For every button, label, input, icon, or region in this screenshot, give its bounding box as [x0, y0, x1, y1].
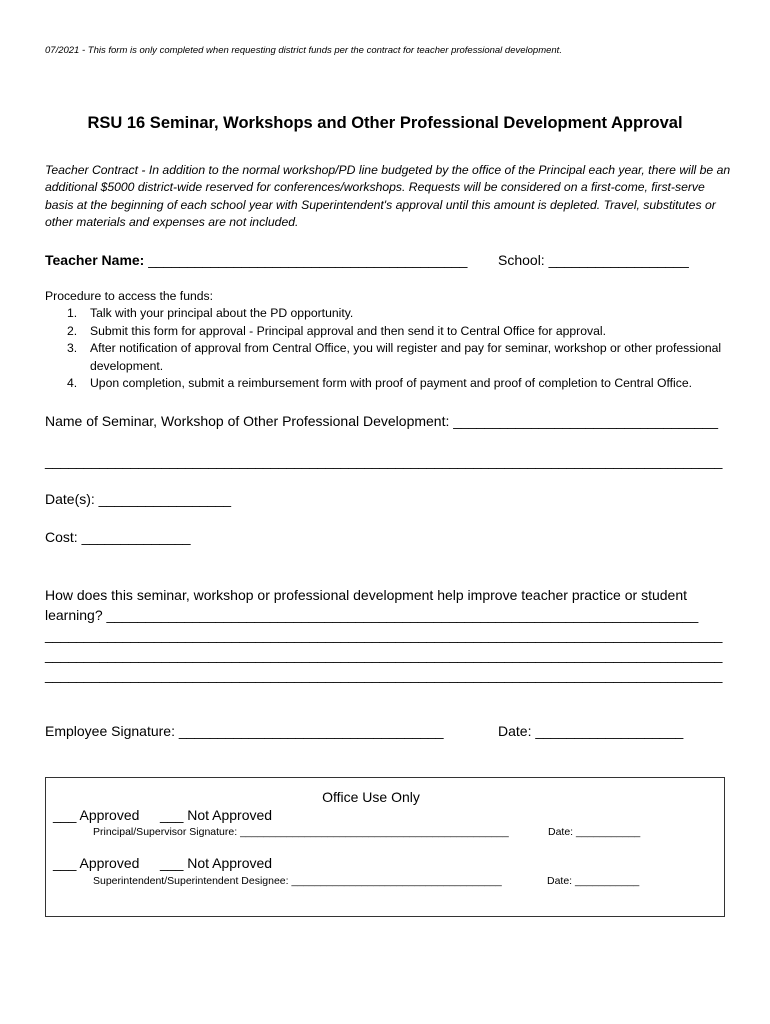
teacher-name-blank[interactable]: _________________________________________	[144, 252, 468, 268]
superintendent-approved-option[interactable]: ___ Approved	[53, 855, 140, 871]
step-text: Upon completion, submit a reimbursement form with proof of payment and proof of completion to Central Office.	[90, 376, 692, 390]
header-note: 07/2021 - This form is only completed when requesting district funds per the contract for teacher professional development.	[45, 45, 562, 56]
step-number: 1.	[67, 306, 78, 320]
procedure-list	[45, 305, 735, 393]
principal-signature-field[interactable]: Principal/Supervisor Signature: ______________________________________________	[93, 826, 509, 838]
procedure-step	[45, 305, 735, 323]
step-text: Talk with your principal about the PD opportunity.	[90, 306, 354, 320]
employee-date-field[interactable]: Date: ___________________	[498, 723, 684, 739]
procedure-step	[45, 340, 735, 375]
step-text: After notification of approval from Central Office, you will register and pay for seminar, workshop or other professional development.	[90, 341, 722, 373]
superintendent-date-field[interactable]: Date: ___________	[547, 875, 640, 887]
employee-signature-field[interactable]: Employee Signature: __________________________________	[45, 723, 444, 739]
procedure-step	[45, 323, 735, 341]
office-use-box	[45, 777, 725, 917]
step-number: 2.	[67, 323, 78, 338]
intro-paragraph: Teacher Contract - In addition to the normal workshop/PD line budgeted by the office of the Principal each year, there will be an additional $5000 district-wide reserved for conferences/workshops. Requests will be considered on a first-come, first-serve basis at the beginning of each school year with Superintendent's approval until this amount is depleted. Travel, substitutes or other materials and expenses are not included.	[45, 163, 731, 229]
answer-line[interactable]: _______________________________________________________________________________________	[45, 667, 723, 683]
teacher-name-field[interactable]	[45, 252, 467, 268]
dates-field[interactable]: Date(s): _________________	[45, 491, 232, 507]
principal-approved-option[interactable]: ___ Approved	[53, 807, 140, 823]
principal-date-field[interactable]: Date: ___________	[548, 826, 641, 838]
procedure-step	[45, 375, 735, 393]
office-use-title: Office Use Only	[322, 789, 420, 805]
procedure-heading: Procedure to access the funds:	[45, 289, 214, 303]
answer-line[interactable]: _______________________________________________________________________________________	[45, 647, 723, 663]
pd-question-answer-line[interactable]: learning? ____________________________________________________________________________	[45, 607, 699, 623]
page-title: RSU 16 Seminar, Workshops and Other Professional Development Approval	[87, 114, 683, 132]
answer-line[interactable]: _______________________________________________________________________________________	[45, 627, 723, 643]
superintendent-signature-field[interactable]: Superintendent/Superintendent Designee: ____________________________________	[93, 875, 502, 887]
step-text: Submit this form for approval - Principal approval and then send it to Central Office for approval.	[90, 323, 606, 338]
teacher-name-label: Teacher Name:	[45, 252, 145, 268]
step-number: 3.	[67, 341, 78, 355]
principal-not-approved-option[interactable]: ___ Not Approved	[160, 807, 273, 823]
pd-question: How does this seminar, workshop or professional development help improve teacher practice or student	[45, 587, 687, 603]
step-number: 4.	[67, 376, 78, 390]
cost-field[interactable]: Cost: ______________	[45, 529, 191, 545]
seminar-name-field[interactable]: Name of Seminar, Workshop of Other Professional Development: __________________________________	[45, 413, 718, 429]
school-field[interactable]: School: __________________	[498, 252, 689, 268]
seminar-name-continuation-line[interactable]: _______________________________________________________________________________________	[45, 453, 723, 469]
superintendent-not-approved-option[interactable]: ___ Not Approved	[160, 855, 273, 871]
